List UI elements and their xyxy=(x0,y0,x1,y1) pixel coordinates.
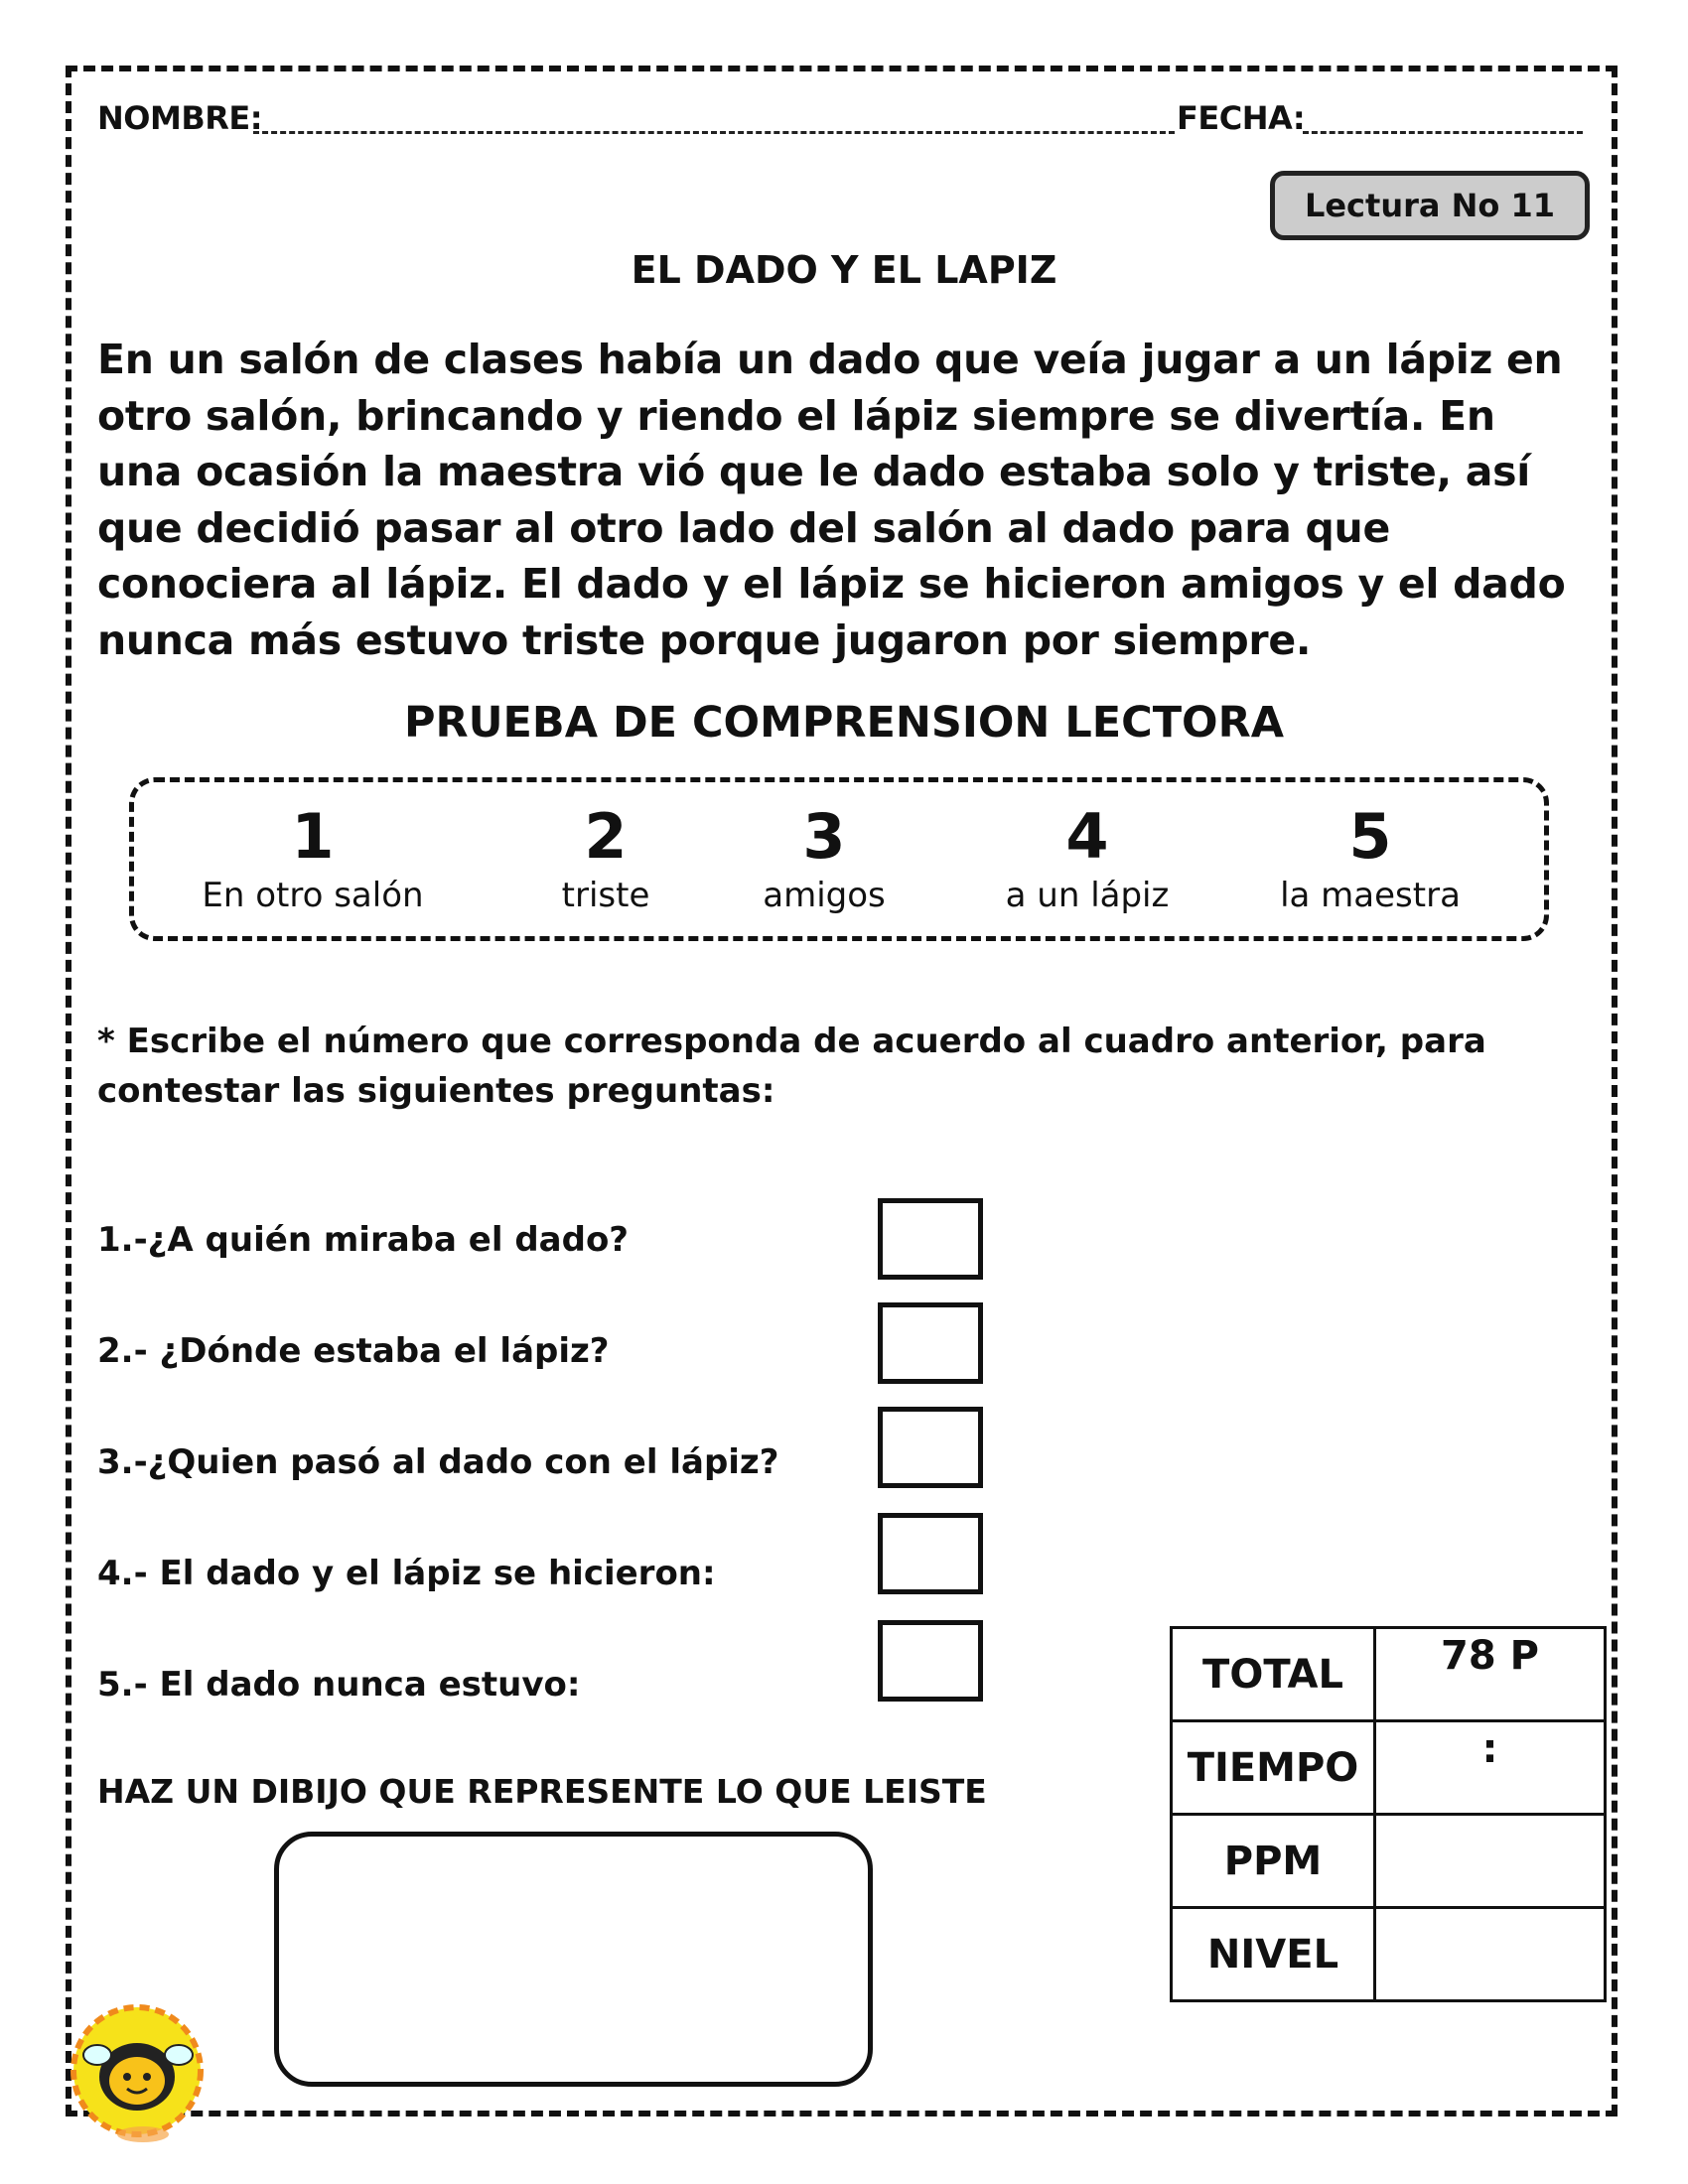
lectura-number-badge: Lectura No 11 xyxy=(1270,171,1590,240)
fecha-label: FECHA: xyxy=(1177,99,1306,137)
score-label: PPM xyxy=(1172,1815,1375,1908)
drawing-area[interactable] xyxy=(274,1832,873,2087)
option-number: 2 xyxy=(584,800,628,873)
option-number: 3 xyxy=(802,800,846,873)
option-label: En otro salón xyxy=(202,876,424,915)
score-label: TIEMPO xyxy=(1172,1721,1375,1815)
bee-logo-icon xyxy=(62,1995,218,2142)
table-row xyxy=(1172,1815,1606,1908)
option-number: 1 xyxy=(291,800,335,873)
score-value: : xyxy=(1375,1721,1606,1815)
option-4 xyxy=(978,800,1196,915)
answer-box-2[interactable] xyxy=(878,1302,983,1384)
option-number: 4 xyxy=(1065,800,1109,873)
question-2: 2.- ¿Dónde estaba el lápiz? xyxy=(97,1331,610,1371)
option-2 xyxy=(516,800,695,915)
score-value xyxy=(1375,1908,1606,2001)
quiz-title: PRUEBA DE COMPRENSION LECTORA xyxy=(404,698,1284,748)
answer-box-4[interactable] xyxy=(878,1513,983,1594)
option-3 xyxy=(735,800,914,915)
option-1 xyxy=(189,800,437,915)
fecha-field[interactable] xyxy=(1303,131,1583,134)
question-1: 1.-¿A quién miraba el dado? xyxy=(97,1220,630,1260)
question-5: 5.- El dado nunca estuvo: xyxy=(97,1665,581,1705)
score-label: NIVEL xyxy=(1172,1908,1375,2001)
score-value xyxy=(1375,1815,1606,1908)
story-title: EL DADO Y EL LAPIZ xyxy=(631,248,1057,292)
option-label: amigos xyxy=(763,876,886,915)
story-text: En un salón de clases había un dado que veía jugar a un lápiz en otro salón, brincando y riendo el lápiz siempre se divertía. En una ocasión la maestra vió que le dado estaba solo y triste, así que decidió pasar al otro lado del salón al dado para que conociera al lápiz. El dado y el lápiz se hicieron amigos y el dado nunca más estuvo triste porque jugaron por siempre. xyxy=(97,336,1566,664)
score-label: TOTAL xyxy=(1172,1628,1375,1721)
option-label: a un lápiz xyxy=(1005,876,1170,915)
drawing-instruction: HAZ UN DIBIJO QUE REPRESENTE LO QUE LEISTE xyxy=(97,1772,987,1811)
question-4: 4.- El dado y el lápiz se hicieron: xyxy=(97,1554,716,1593)
option-number: 5 xyxy=(1348,800,1392,873)
nombre-label: NOMBRE: xyxy=(97,99,263,137)
score-value: 78 P xyxy=(1375,1628,1606,1721)
question-3: 3.-¿Quien pasó al dado con el lápiz? xyxy=(97,1442,779,1482)
answer-box-5[interactable] xyxy=(878,1620,983,1702)
table-row xyxy=(1172,1628,1606,1721)
nombre-field[interactable] xyxy=(253,131,1175,134)
score-table xyxy=(1170,1626,1607,2002)
option-5 xyxy=(1256,800,1484,915)
table-row xyxy=(1172,1908,1606,2001)
answer-box-3[interactable] xyxy=(878,1407,983,1488)
instruction-text: * Escribe el número que corresponda de acuerdo al cuadro anterior, para contestar las siguientes preguntas: xyxy=(97,1022,1486,1111)
table-row xyxy=(1172,1721,1606,1815)
option-label: triste xyxy=(561,876,650,915)
answer-box-1[interactable] xyxy=(878,1198,983,1280)
option-label: la maestra xyxy=(1280,876,1461,915)
